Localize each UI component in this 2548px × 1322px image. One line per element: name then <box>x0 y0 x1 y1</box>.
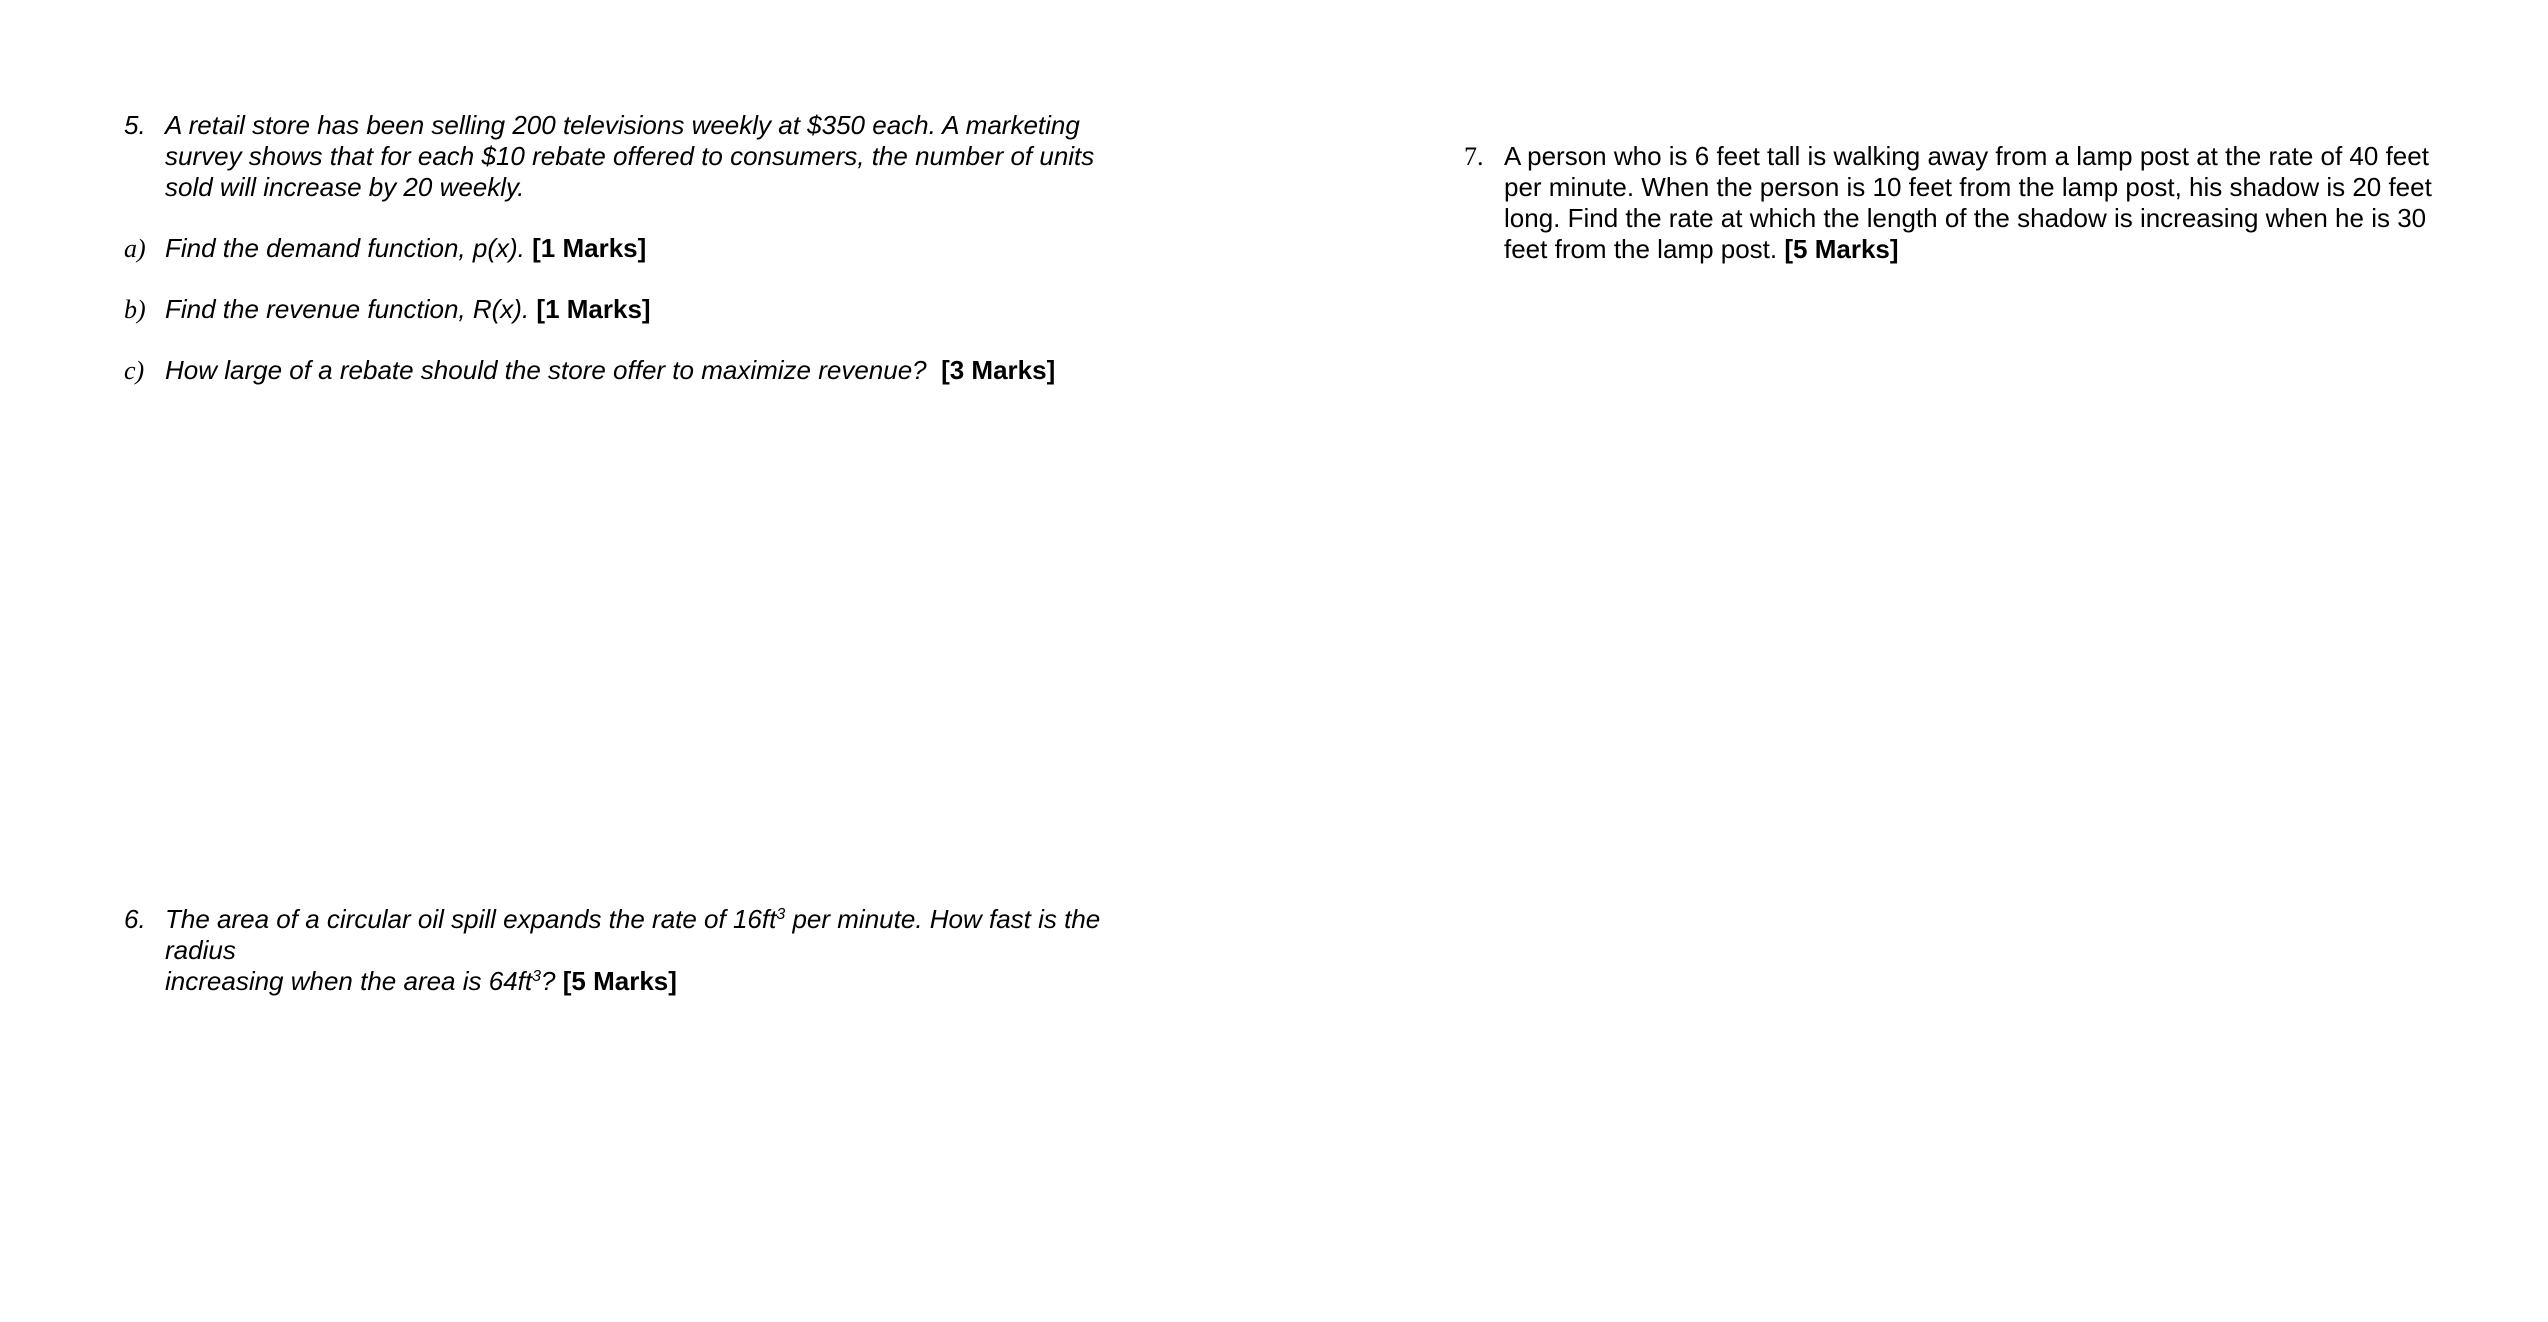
question-5-line: A retail store has been selling 200 televisions weekly at $350 each. A marketing <box>165 110 1080 140</box>
part-label: a) <box>124 234 146 263</box>
part-c-text: How large of a rebate should the store offer to maximize revenue? <box>165 355 927 385</box>
q6-line1-post: per minute. How fast is the <box>785 904 1101 934</box>
question-6-marks: [5 Marks] <box>562 966 677 996</box>
question-7-line: long. Find the rate at which the length of the shadow is increasing when he is 30 <box>1504 203 2427 233</box>
question-6-text <box>165 904 1165 997</box>
question-5-line: survey shows that for each $10 rebate offered to consumers, the number of units <box>165 141 1095 171</box>
question-7-text <box>1504 141 2464 265</box>
question-7-marks: [5 Marks] <box>1784 234 1899 264</box>
q6-line3-sup: 3 <box>532 968 542 985</box>
q6-line3-pre: increasing when the area is 64ft <box>165 966 533 996</box>
q6-line1-pre: The area of a circular oil spill expands the rate of 16ft <box>165 904 777 934</box>
q6-line1-sup: 3 <box>776 906 786 923</box>
question-5-line: sold will increase by 20 weekly. <box>165 172 525 202</box>
question-6-number: 6. <box>124 904 146 934</box>
question-6-line: radius <box>165 935 236 965</box>
question-7-number: 7. <box>1464 142 1484 171</box>
part-a-marks: [1 Marks] <box>532 233 647 263</box>
part-label: c) <box>124 356 145 385</box>
question-6-line <box>165 904 1165 935</box>
question-6-line <box>165 966 1165 997</box>
part-b-marks: [1 Marks] <box>536 294 651 324</box>
part-b-text-wrapper <box>165 294 651 325</box>
q6-line3-post: ? <box>541 966 556 996</box>
question-7-line: A person who is 6 feet tall is walking away from a lamp post at the rate of 40 feet <box>1504 141 2429 171</box>
part-c-marks: [3 Marks] <box>941 355 1056 385</box>
question-5-text <box>165 110 1140 203</box>
part-a-text: Find the demand function, p(x). <box>165 233 525 263</box>
question-7-line: per minute. When the person is 10 feet from the lamp post, his shadow is 20 feet <box>1504 172 2432 202</box>
part-b-text: Find the revenue function, R(x). <box>165 294 530 324</box>
part-c-text-wrapper <box>165 355 1055 386</box>
part-label: b) <box>124 295 146 324</box>
question-5-number: 5. <box>124 110 146 140</box>
part-a-text-wrapper <box>165 233 646 264</box>
question-7-line <box>1504 234 2464 265</box>
q7-last-line-text: feet from the lamp post. <box>1504 234 1778 264</box>
